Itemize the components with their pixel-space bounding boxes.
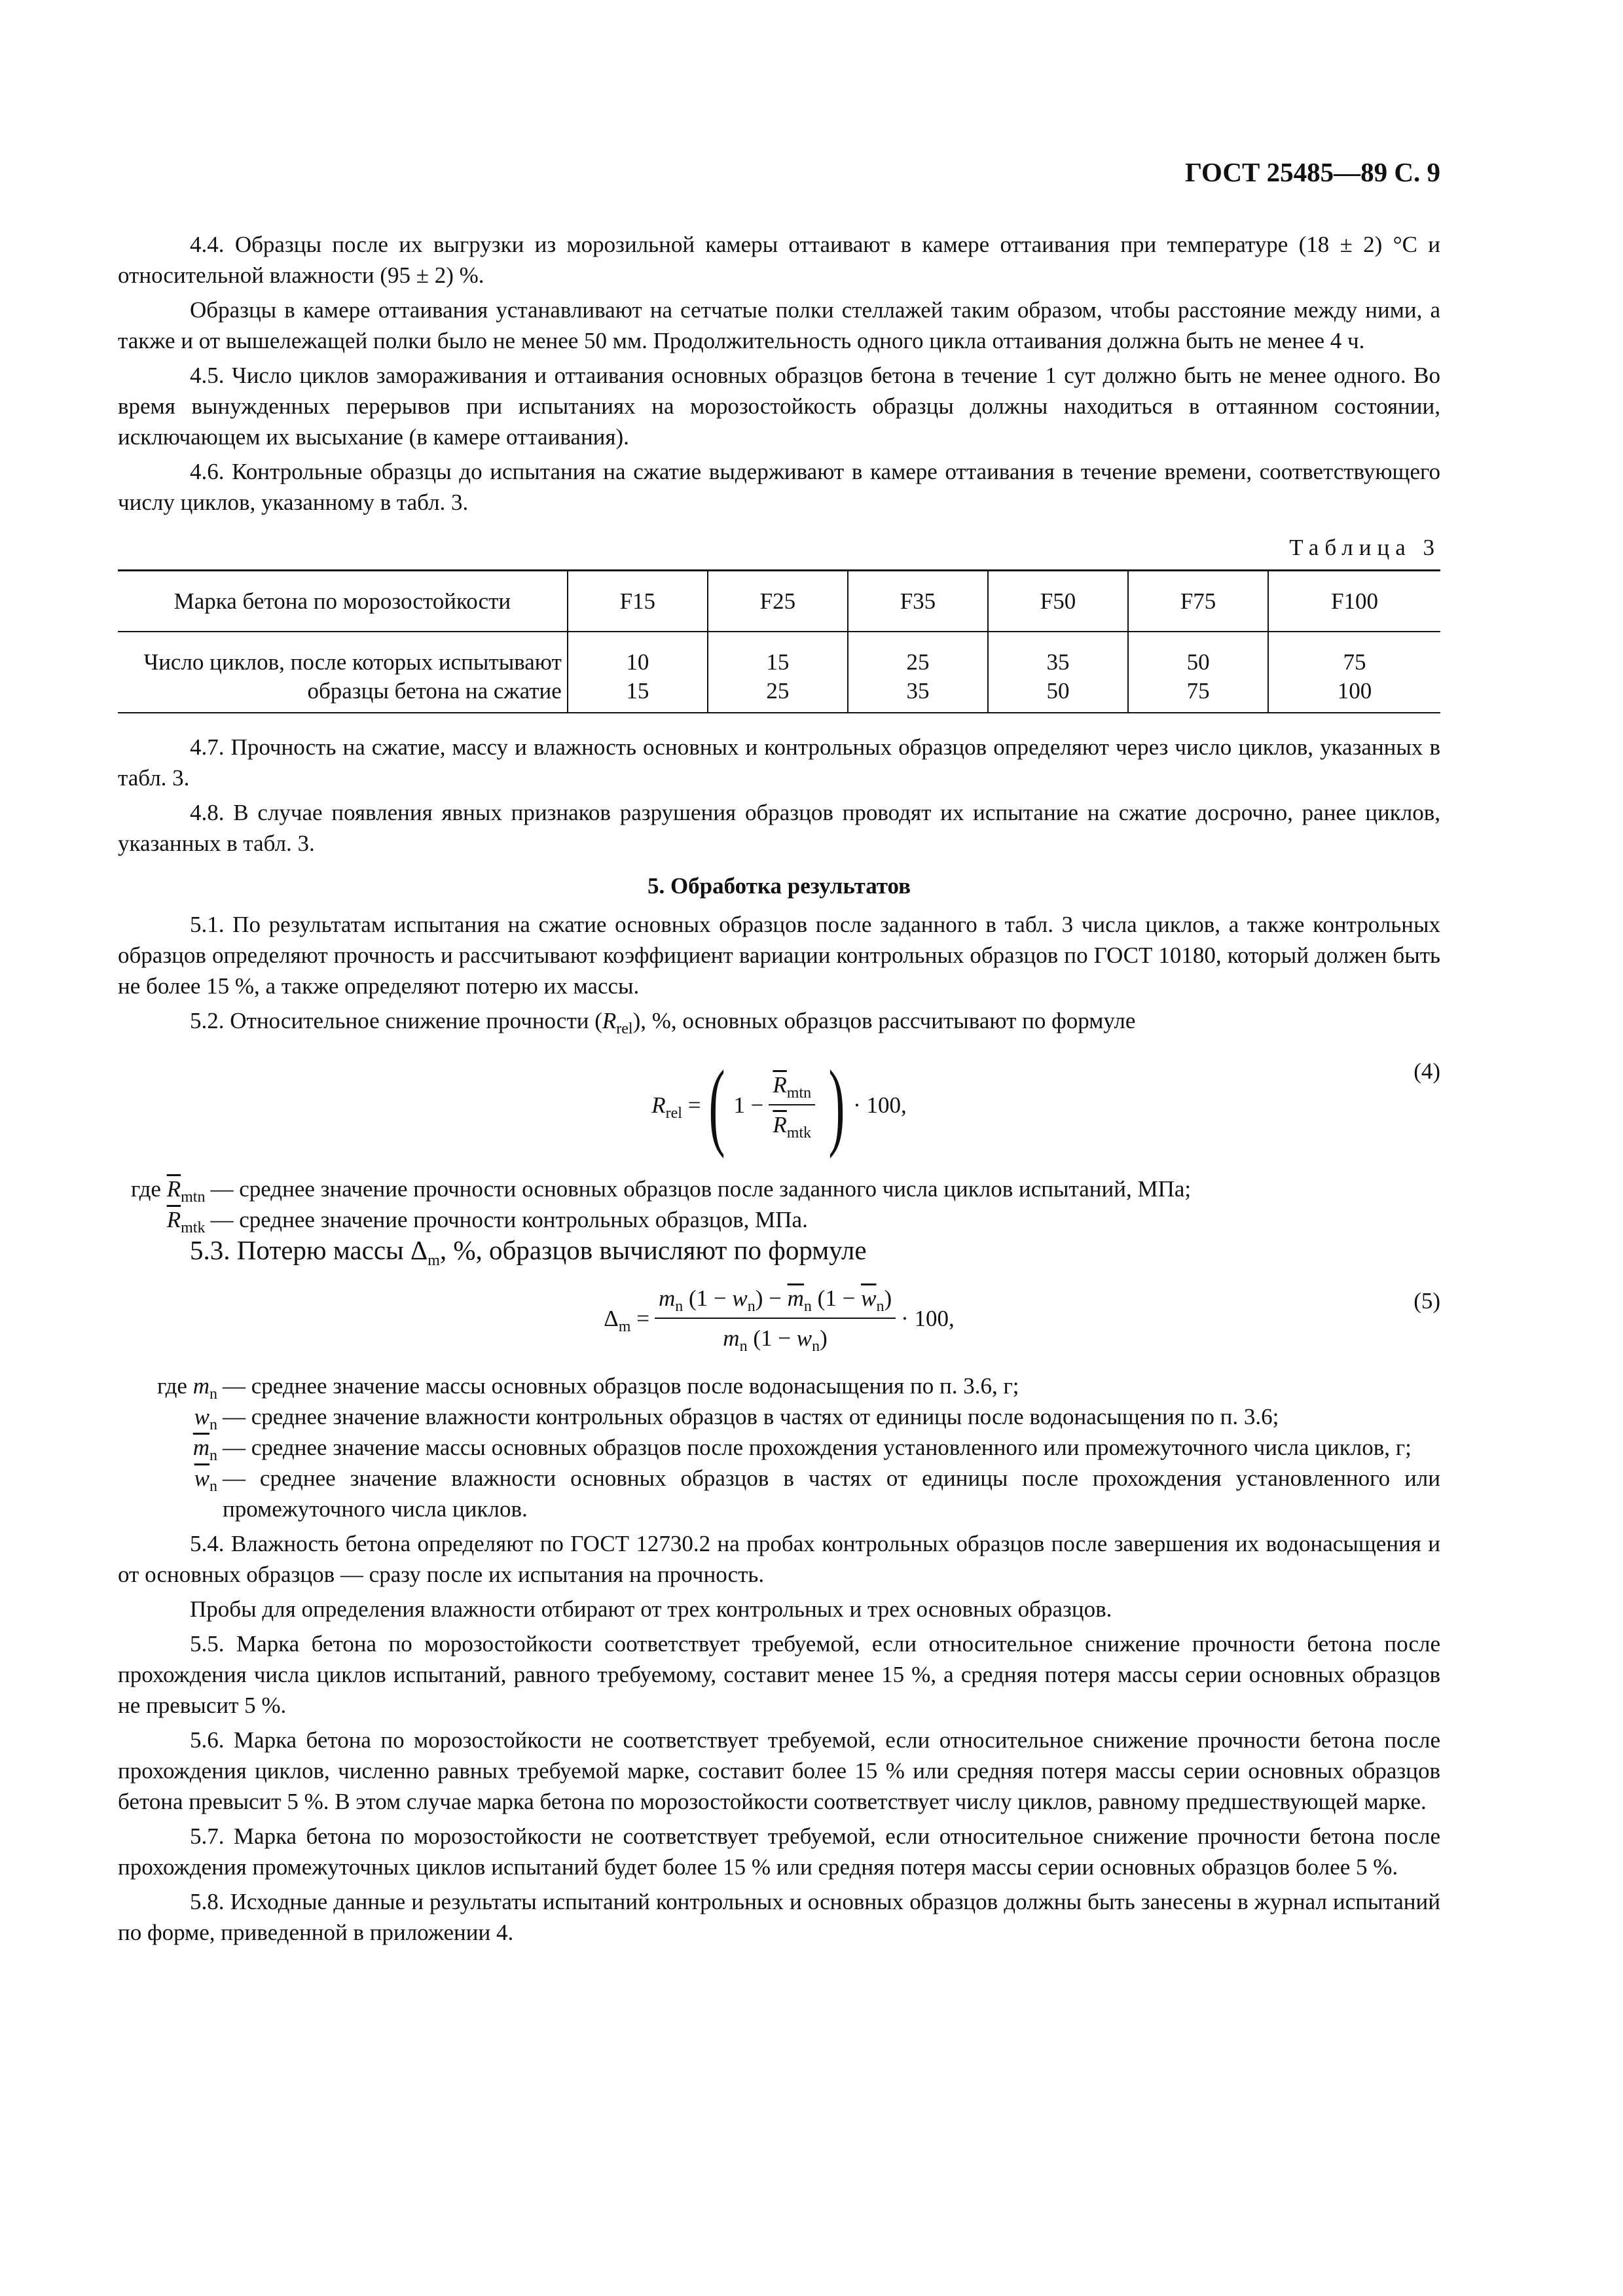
table-cell: 50 75 (1128, 632, 1268, 713)
paragraph-4-7: 4.7. Прочность на сжатие, массу и влажность основных и контрольных образцов определяют через число циклов, указанных в табл. 3. (118, 734, 1440, 791)
table-caption: Таблица 3 (1289, 535, 1440, 560)
formula-4-definitions: где $\overline{R}_{mtn}$ — среднее значение прочности основных образцов после заданного числа циклов испытаний, МПа; $\overline{R}_{mtk}$ — среднее значение прочности контрольных образцов, МПа. (131, 1176, 1192, 1236)
page-header: ГОСТ 25485—89 С. 9 (1184, 157, 1440, 187)
table-cell: 25 35 (848, 632, 988, 713)
paragraph-5-3: 5.3. Потерю массы $\Delta_m$, %, образцов вычисляют по формуле (190, 1235, 867, 1270)
table-header-cell: F15 (568, 571, 708, 632)
paragraph-5-7: 5.7. Марка бетона по морозостойкости не соответствует требуемой, если относительное снижение прочности бетона после прохождения промежуточных циклов испытаний будет более 15 % или средняя потеря массы серии основных образцов более 5 %. (118, 1823, 1440, 1880)
paragraph-4-4: 4.4. Образцы после их выгрузки из морозильной камеры оттаивают в камере оттаивания при температуре (18 ± 2) °С и относительной влажности (95 ± 2) %. (118, 232, 1440, 288)
formula-number: (5) (1413, 1288, 1440, 1314)
table-header-cell: Марка бетона по морозостойкости (173, 588, 511, 614)
table-header-cell: F100 (1268, 571, 1440, 632)
section-heading: 5. Обработка результатов (647, 873, 911, 899)
paragraph-5-6: 5.6. Марка бетона по морозостойкости не соответствует требуемой, если относительное снижение прочности бетона после прохождения циклов, численно равных требуемой марке, составит более 15 % или средняя потеря массы серии основных образцов бетона превысит 5 %. В этом случае марка бетона по морозостойкости соответствует числу циклов, равному предшествующей марке. (118, 1727, 1440, 1814)
paragraph-5-1: 5.1. По результатам испытания на сжатие основных образцов после заданного в табл. 3 числа циклов, а также контрольных образцов определяют прочность и рассчитывают коэффициент вариации контрольных образцов по ГОСТ 10180, который должен быть не более 15 %, а также определяют потерю их массы. (118, 912, 1440, 999)
formula-5-definitions: где $m_n$ — среднее значение массы основных образцов после водонасыщения по п. 3.6, г; $w_n$ — среднее значение влажности контрольных образцов в частях от единицы после водонасыщения по п. 3.6; $\overline{m}_n$ — среднее значение массы основных образцов после прохождения установленного или промежуточного числа циклов, г; $\overline{w}_n$ — среднее значение влажности основных образцов в частях от единицы после прохождения установленного или промежуточного числа циклов. (157, 1373, 1440, 1522)
paragraph-5-8: 5.8. Исходные данные и результаты испытаний контрольных и основных образцов должны быть занесены в журнал испытаний по форме, приведенной в приложении 4. (118, 1889, 1440, 1945)
formula-number: (4) (1413, 1058, 1440, 1084)
table-3 (118, 569, 1440, 713)
document-body (118, 157, 1440, 1948)
table-row-header: Число циклов, после которых испытывают образцы бетона на сжатие (143, 649, 562, 704)
paragraph-5-2: 5.2. Относительное снижение прочности $(R_{rel})$, %, основных образцов рассчитывают по формуле (190, 1008, 1136, 1037)
table-header-cell: F35 (848, 571, 988, 632)
paragraph-5-4: 5.4. Влажность бетона определяют по ГОСТ 12730.2 на пробах контрольных образцов после завершения их водонасыщения и от основных образцов — сразу после их испытания на прочность. (118, 1531, 1440, 1587)
paragraph-4-4-cont: Образцы в камере оттаивания устанавливают на сетчатые полки стеллажей таким образом, чтобы расстояние между ними, а также и от вышележащей полки было не менее 50 мм. Продолжительность одного цикла оттаивания должна быть не менее 4 ч. (118, 297, 1440, 353)
paragraph-5-4-cont: Пробы для определения влажности отбирают от трех контрольных и трех основных образцов. (190, 1596, 1112, 1622)
table-header-cell: F25 (708, 571, 848, 632)
paragraph-4-6: 4.6. Контрольные образцы до испытания на сжатие выдерживают в камере оттаивания в течение времени, соответствующего числу циклов, указанному в табл. 3. (118, 459, 1440, 515)
table-cell: 15 25 (708, 632, 848, 713)
paragraph-4-5: 4.5. Число циклов замораживания и оттаивания основных образцов бетона в течение 1 сут должно быть не менее одного. Во время вынужденных перерывов при испытаниях на морозостойкость образцы должны находиться в оттаянном состоянии, исключающем их высыхание (в камере оттаивания). (118, 363, 1440, 450)
table-cell: 75 100 (1268, 632, 1440, 713)
table-row (118, 632, 1440, 713)
formula-5: $\Delta_m$ = $\frac{m_n (1 - w_n) - \overline{m}_n (1 - \overline{w}_n)}{m_n (1 - w_n)}$ · 100, (5) (118, 1266, 1440, 1371)
paragraph-5-5: 5.5. Марка бетона по морозостойкости соответствует требуемой, если относительное снижение прочности бетона после прохождения числа циклов испытаний, равного требуемому, составит менее 15 %, а средняя потеря массы серии основных образцов не превысит 5 %. (118, 1631, 1440, 1718)
table-cell: 35 50 (988, 632, 1128, 713)
paragraph-4-8: 4.8. В случае появления явных признаков разрушения образцов проводят их испытание на сжатие досрочно, ранее циклов, указанных в табл. 3. (118, 800, 1440, 856)
table-header-cell: F50 (988, 571, 1128, 632)
formula-4: $R_{rel}$ = ( 1 − $\frac{\overline{R}_{mtn}}{\overline{R}_{mtk}}$ ) · 100, (4) (651, 1050, 1440, 1159)
table-cell: 10 15 (568, 632, 708, 713)
table-header-cell: F75 (1128, 571, 1268, 632)
